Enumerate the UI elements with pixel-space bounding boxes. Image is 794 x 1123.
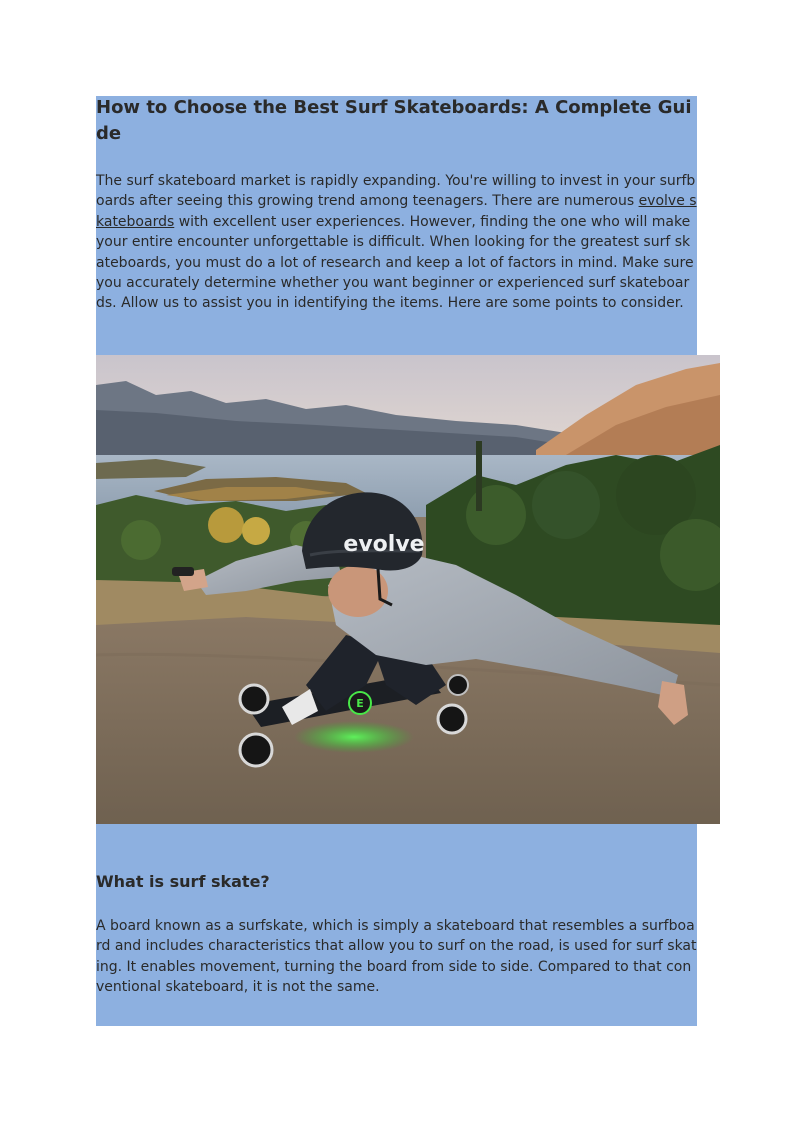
section-paragraph: A board known as a surfskate, which is simply a skateboard that resembles a surfboard and includes characteristics that allow you to surf on the road, is used for surf skating. It enables movement, turning the board from side to side. Compared to that conventional skateboard, it is not the same. [96, 918, 697, 996]
intro-text-start: The surf skateboard market is rapidly expanding. You're willing to invest in your surfboards after seeing this growing trend among teenagers. There are numerous [96, 173, 696, 210]
helmet-brand-text: evolve [343, 532, 425, 557]
page-title: How to Choose the Best Surf Skateboards: A Complete Guide [96, 97, 692, 144]
intro-text-end: with excellent user experiences. However, finding the one who will make your entire encounter unforgettable is difficult. When looking for the greatest surf skateboards, you must do a lot of research and keep a lot of factors in mind. Make sure you accurately determine whether you want beginner or experienced surf skateboards. Allow us to assist you in identifying the items. Here are some points to consider. [96, 213, 694, 312]
intro-section [96, 96, 697, 355]
board-logo: E [356, 697, 364, 710]
definition-section [96, 824, 697, 1026]
evolve-skateboards-link[interactable]: evolve skateboards [96, 193, 697, 230]
hero-image [96, 355, 720, 824]
section-heading: What is surf skate? [96, 872, 270, 891]
intro-paragraph [96, 171, 697, 314]
title-container [96, 95, 697, 147]
